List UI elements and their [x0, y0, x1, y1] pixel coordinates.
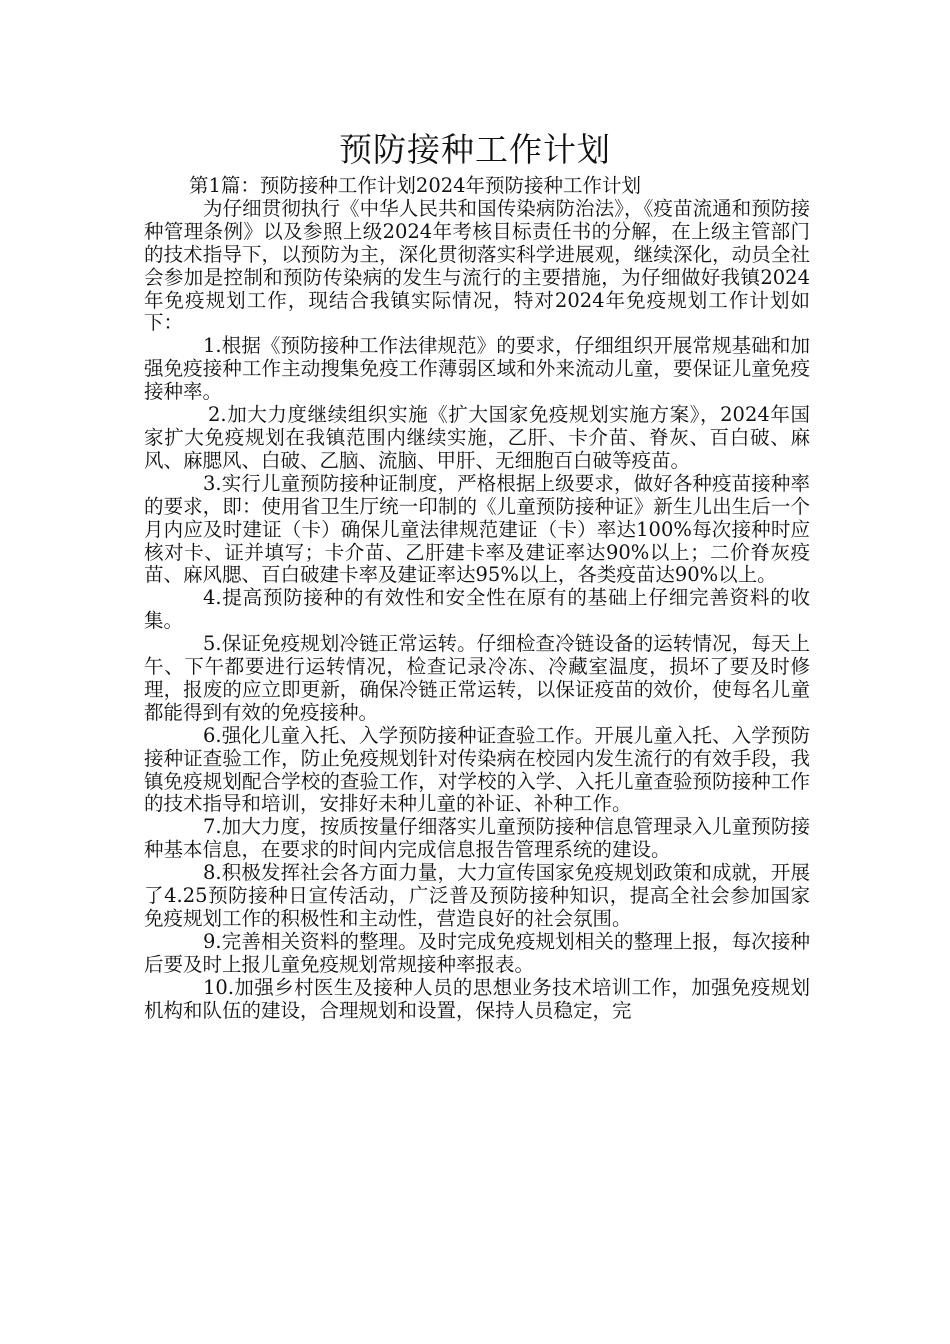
document-subtitle: 第1篇：预防接种工作计划2024年预防接种工作计划 — [189, 174, 642, 197]
item-paragraph-1: 1.根据《预防接种工作法律规范》的要求，仔细组织开展常规基础和加强免疫接种工作主动搜集免疫工作薄弱区域和外来流动儿童，要保证儿童免疫接种率。 — [144, 334, 810, 404]
item-paragraph-4: 4.提高预防接种的有效性和安全性在原有的基础上仔细完善资料的收集。 — [144, 586, 810, 633]
document-body — [144, 175, 810, 1023]
item-paragraph-6: 6.强化儿童入托、入学预防接种证查验工作。开展儿童入托、入学预防接种证查验工作，防止免疫规划针对传染病在校园内发生流行的有效手段，我镇免疫规划配合学校的查验工作，对学校的入学、入托儿童查验预防接种工作的技术指导和培训，安排好未种儿童的补证、补种工作。 — [144, 723, 810, 816]
item-paragraph-7: 7.加大力度，按质按量仔细落实儿童预防接种信息管理录入儿童预防接种基本信息，在要求的时间内完成信息报告管理系统的建设。 — [144, 815, 810, 862]
intro-paragraph: 为仔细贯彻执行《中华人民共和国传染病防治法》，《疫苗流通和预防接种管理条例》以及参照上级2024年考核目标责任书的分解，在上级主管部门的技术指导下，以预防为主，深化贯彻落实科学进展观，继续深化，动员全社会参加是控制和预防传染病的发生与流行的主要措施，为仔细做好我镇2024年免疫规划工作，现结合我镇实际情况，特对2024年免疫规划工作计划如下： — [144, 196, 810, 335]
item-paragraph-10: 10.加强乡村医生及接种人员的思想业务技术培训工作，加强免疫规划机构和队伍的建设，合理规划和设置，保持人员稳定，完 — [144, 975, 810, 1022]
item-paragraph-8: 8.积极发挥社会各方面力量，大力宣传国家免疫规划政策和成就，开展了4.25预防接种日宣传活动，广泛普及预防接种知识，提高全社会参加国家免疫规划工作的积极性和主动性，营造良好的社会氛围。 — [144, 861, 810, 930]
item-paragraph-9: 9.完善相关资料的整理。及时完成免疫规划相关的整理上报，每次接种后要及时上报儿童免疫规划常规接种率报表。 — [144, 929, 810, 976]
item-paragraph-2: 2.加大力度继续组织实施《扩大国家免疫规划实施方案》，2024年国家扩大免疫规划在我镇范围内继续实施，乙肝、卡介苗、脊灰、百白破、麻风、麻腮风、白破、乙脑、流脑、甲肝、无细胞百白破等疫苗。 — [144, 403, 810, 472]
item-paragraph-3: 3.实行儿童预防接种证制度，严格根据上级要求，做好各种疫苗接种率的要求，即：使用省卫生厅统一印制的《儿童预防接种证》新生儿出生后一个月内应及时建证（卡）确保儿童法律规范建证（卡）率达100%每次接种时应核对卡、证并填写；卡介苗、乙肝建卡率及建证率达90%以上；二价脊灰疫苗、麻风腮、百白破建卡率及建证率达95%以上，各类疫苗达90%以上。 — [144, 471, 810, 587]
document-title: 预防接种工作计划 — [339, 130, 611, 169]
item-paragraph-5: 5.保证免疫规划冷链正常运转。仔细检查冷链设备的运转情况，每天上午、下午都要进行运转情况，检查记录冷冻、冷藏室温度，损坏了要及时修理，报废的应立即更新，确保冷链正常运转，以保证疫苗的效价，使每名儿童都能得到有效的免疫接种。 — [144, 632, 810, 724]
